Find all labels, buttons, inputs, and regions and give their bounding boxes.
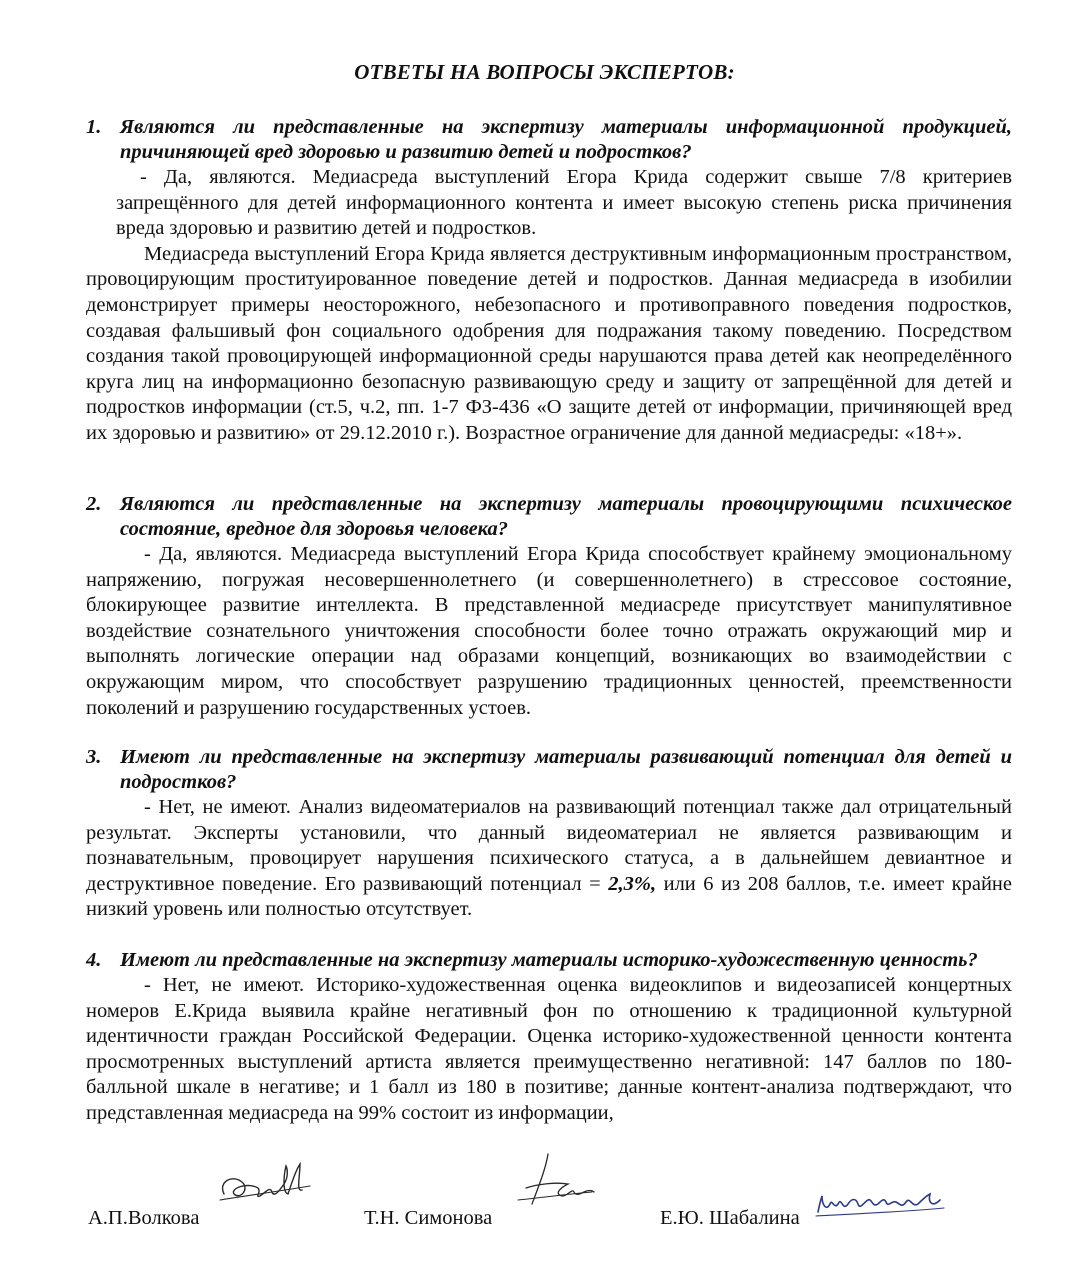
page-title: ОТВЕТЫ НА ВОПРОСЫ ЭКСПЕРТОВ: bbox=[354, 60, 735, 84]
question-2 bbox=[86, 492, 1012, 542]
question-number: 1. bbox=[86, 116, 102, 138]
answer-paragraph bbox=[86, 795, 1012, 923]
question-number: 2. bbox=[86, 493, 102, 515]
handwritten-signature bbox=[508, 1148, 598, 1218]
answer-paragraph: - Да, являются. Медиасреда выступлений Егора Крида содержит свыше 7/8 критериев запрещённого для детей информационного контента и имеет высокую степень риска причинения вреда здоровью и развитию детей и подростков. bbox=[116, 166, 1012, 240]
answer-highlight: 2,3%, bbox=[608, 872, 657, 895]
question-4 bbox=[86, 948, 1012, 973]
signatory-name: Е.Ю. Шабалина bbox=[660, 1207, 800, 1229]
signatory-name: А.П.Волкова bbox=[88, 1207, 200, 1229]
section-4 bbox=[86, 948, 1012, 1127]
question-number: 4. bbox=[86, 949, 102, 971]
question-text: Являются ли представленные на экспертизу материалы провоцирующими психическое состояние, вредное для здоровья человека? bbox=[120, 493, 1012, 540]
answer-paragraph: - Нет, не имеют. Историко-художественная оценка видеоклипов и видеозаписей концертных номеров Е.Крида выявила крайне негативный фон по отношению к традиционной культурной идентичности граждан Российской Федерации. Оценка историко-художественной ценности контента просмотренных выступлений артиста является преимущественно негативной: 147 баллов по 180-балльной шкале в негативе; и 1 балл из 180 в позитиве; данные контент-анализа подтверждают, что представленная медиасреда на 99% состоит из информации, bbox=[86, 974, 1012, 1124]
handwritten-signature bbox=[812, 1182, 952, 1222]
answer-paragraph: - Да, являются. Медиасреда выступлений Егора Крида способствует крайнему эмоциональному напряжению, погружая несовершеннолетнего (и совершеннолетнего) в стрессовое состояние, блокирующее развитие интеллекта. В представленной медиасреде присутствует манипулятивное воздействие сознательного уничтожения способности более точно отражать окружающий мир и выполнять логические операции над образами концепций, возникающих во взаимодействии с окружающим миром, что способствует разрушению традиционных ценностей, преемственности поколений и разрушению государственных устоев. bbox=[86, 543, 1012, 719]
question-1 bbox=[86, 115, 1012, 165]
question-number: 3. bbox=[86, 746, 102, 768]
question-text: Являются ли представленные на экспертизу материалы информационной продукцией, причиняющей вред здоровью и развитию детей и подростков? bbox=[120, 116, 1012, 163]
answer-text: - Нет, не имеют. Анализ видеоматериалов на развивающий потенциал также дал отрицательный результат. Эксперты установили, что данный видеоматериал не является развивающим и познавательным, провоцирует нарушения психического статуса, а в дальнейшем девиантное и деструктивное поведение. Его развивающий потенциал = bbox=[86, 796, 1012, 895]
handwritten-signature bbox=[214, 1152, 324, 1214]
answer-text: или 6 из 208 баллов, т.е. имеет крайне низкий уровень или полностью отсутствует. bbox=[86, 872, 1012, 921]
section-1 bbox=[86, 115, 1012, 447]
question-3 bbox=[86, 745, 1012, 795]
signatory-name: Т.Н. Симонова bbox=[364, 1207, 493, 1229]
question-text: Имеют ли представленные на экспертизу материалы историко-художественную ценность? bbox=[120, 949, 978, 971]
question-text: Имеют ли представленные на экспертизу материалы развивающий потенциал для детей и подростков? bbox=[120, 746, 1012, 793]
answer-paragraph: Медиасреда выступлений Егора Крида является деструктивным информационным пространством, провоцирующим проституированное поведение детей и подростков. Данная медиасреда в изобилии демонстрирует примеры неосторожного, небезопасного и противоправного поведения подростков, создавая фальшивый фон социального одобрения для подражания такому поведению. Посредством создания такой провоцирующей информационной среды нарушаются права детей как неопределённого круга лиц на информационно безопасную развивающую среду и защиту от запрещённой для детей и подростков информации (ст.5, ч.2, пп. 1-7 ФЗ-436 «О защите детей от информации, причиняющей вред их здоровью и развитию» от 29.12.2010 г.). Возрастное ограничение для данной медиасреды: «18+». bbox=[86, 242, 1012, 444]
section-3 bbox=[86, 745, 1012, 923]
section-2 bbox=[86, 492, 1012, 721]
